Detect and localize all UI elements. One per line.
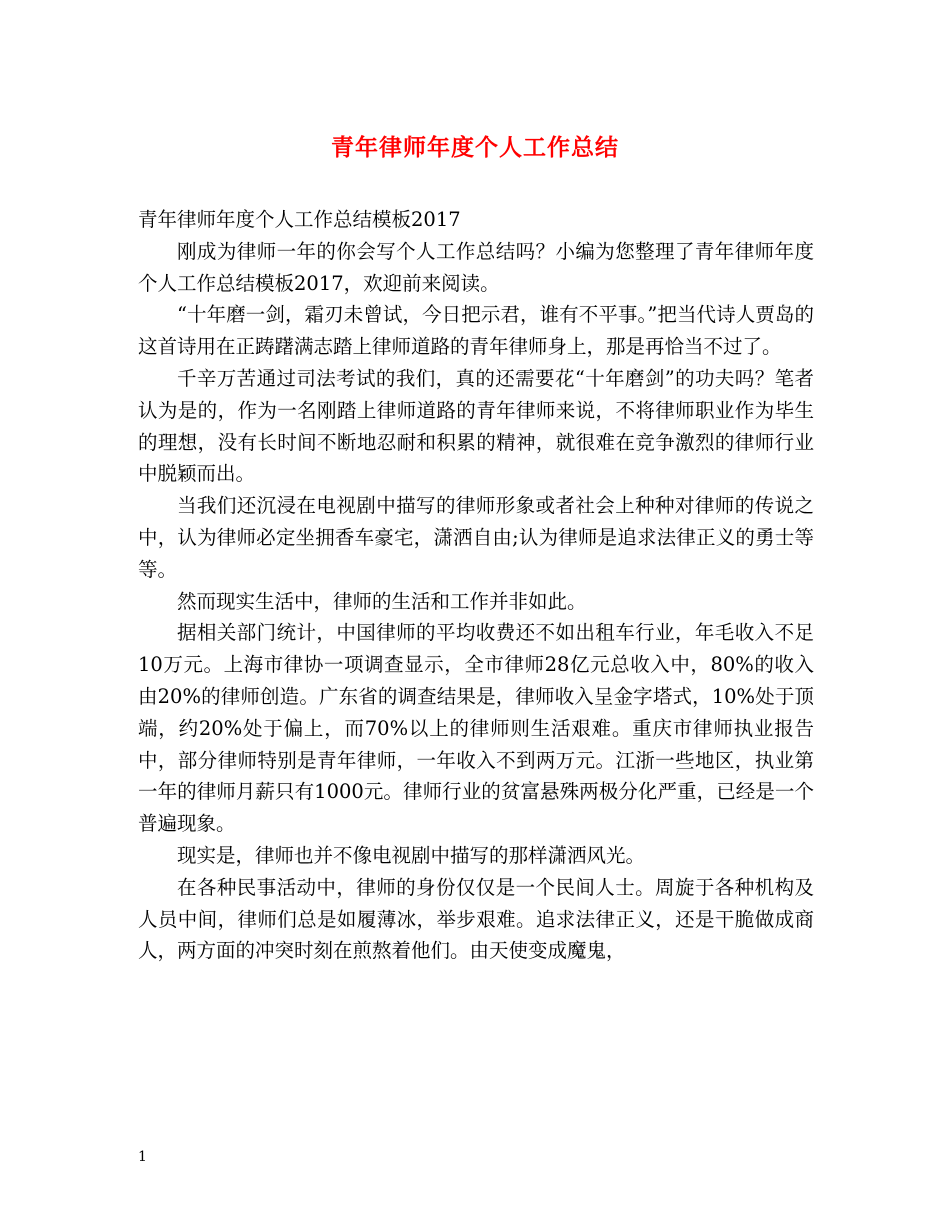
page-number: 1 (138, 1149, 147, 1165)
paragraph: 在各种民事活动中，律师的身份仅仅是一个民间人士。周旋于各种机构及人员中间，律师们总是如履薄冰，举步艰难。追求法律正义，还是干脆做成商人，两方面的冲突时刻在煎熬着他们。由天使变成魔鬼， (138, 875, 814, 963)
paragraph: 据相关部门统计，中国律师的平均收费还不如出租车行业，年毛收入不足10万元。上海市律协一项调查显示，全市律师28亿元总收入中，80%的收入由20%的律师创造。广东省的调查结果是，律师收入呈金字塔式，10%处于顶端，约20%处于偏上，而70%以上的律师则生活艰难。重庆市律师执业报告中，部分律师特别是青年律师，一年收入不到两万元。江浙一些地区，执业第一年的律师月薪只有1000元。律师行业的贫富悬殊两极分化严重，已经是一个普遍现象。 (138, 621, 814, 836)
paragraph: “十年磨一剑，霜刃未曾试，今日把示君，谁有不平事。”把当代诗人贾岛的这首诗用在正踌躇满志踏上律师道路的青年律师身上，那是再恰当不过了。 (138, 303, 814, 359)
paragraph: 现实是，律师也并不像电视剧中描写的那样潇洒风光。 (177, 843, 646, 867)
document-body (138, 204, 814, 967)
paragraph: 当我们还沉浸在电视剧中描写的律师形象或者社会上种种对律师的传说之中，认为律师必定坐拥香车豪宅，潇洒自由;认为律师是追求法律正义的勇士等等。 (138, 494, 814, 581)
paragraph: 千辛万苦通过司法考试的我们，真的还需要花“十年磨剑”的功夫吗？笔者认为是的，作为一名刚踏上律师道路的青年律师来说，不将律师职业作为毕生的理想，没有长时间不断地忍耐和积累的精神，就很难在竞争激烈的律师行业中脱颖而出。 (138, 366, 814, 486)
document-subtitle: 青年律师年度个人工作总结模板2017 (138, 208, 461, 231)
document-title: 青年律师年度个人工作总结 (331, 134, 619, 161)
paragraph: 然而现实生活中，律师的生活和工作并非如此。 (177, 589, 587, 613)
paragraph: 刚成为律师一年的你会写个人工作总结吗？小编为您整理了青年律师年度个人工作总结模板2017，欢迎前来阅读。 (138, 239, 814, 295)
